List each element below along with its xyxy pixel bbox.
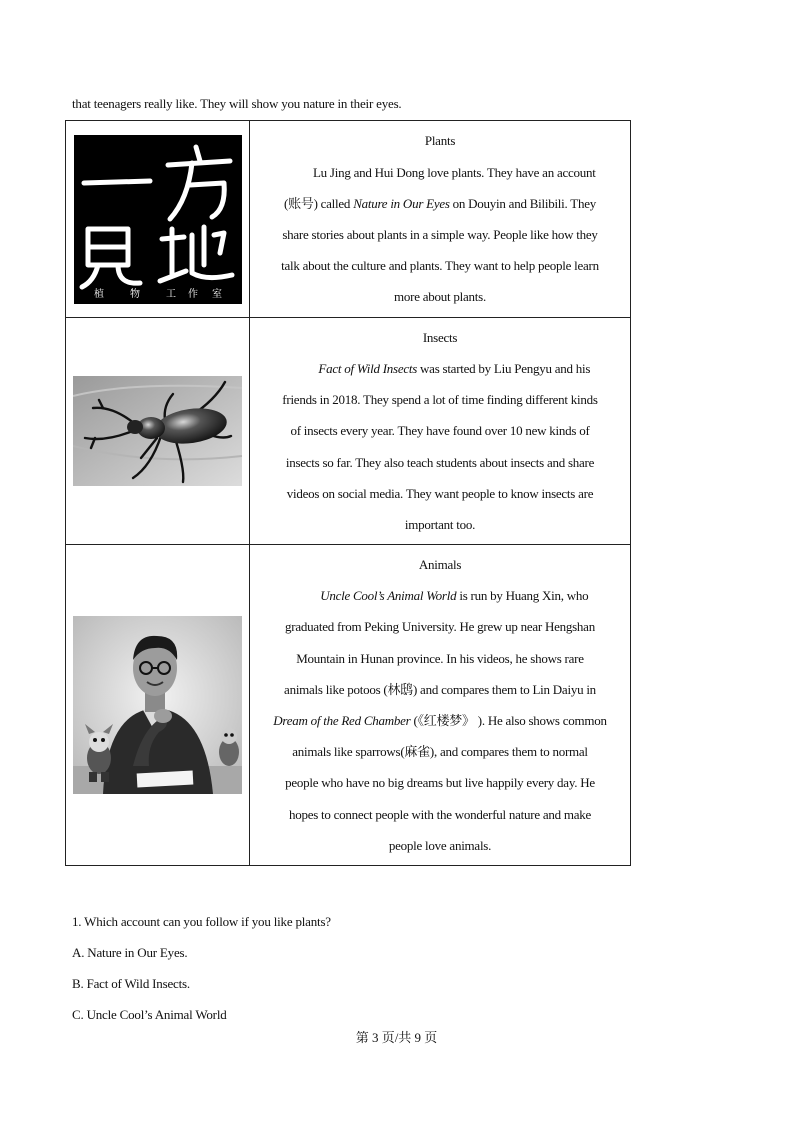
option-a[interactable]: A. Nature in Our Eyes. xyxy=(72,945,188,960)
option-c[interactable]: C. Uncle Cool’s Animal World xyxy=(72,1007,227,1022)
body-line: is run by Huang Xin, who xyxy=(456,588,589,604)
body-line: more about plants. xyxy=(394,289,486,305)
section-heading: Animals xyxy=(418,556,462,572)
logo-small-3: 工 xyxy=(165,288,176,300)
accounts-table xyxy=(65,120,631,866)
text-cell xyxy=(250,545,631,866)
logo-small-5: 室 xyxy=(211,288,222,300)
body-line: important too. xyxy=(404,517,476,532)
section-heading: Plants xyxy=(424,133,456,149)
option-b[interactable]: B. Fact of Wild Insects. xyxy=(72,976,190,991)
logo-small-1: 植 xyxy=(93,288,104,300)
body-line: share stories about plants in a simple way. People like how they xyxy=(282,227,598,242)
body-line: was started by Liu Pengyu and his xyxy=(417,360,591,376)
body-line: videos on social media. They want people to know insects are xyxy=(286,485,594,501)
body-line: (《红楼梦》 ). He also shows common xyxy=(410,713,607,728)
plant-studio-logo xyxy=(74,135,242,304)
question-block xyxy=(72,912,331,1036)
image-cell xyxy=(66,121,250,318)
body-line: friends in 2018. They spend a lot of time finding different kinds xyxy=(282,392,598,408)
section-heading: Insects xyxy=(422,329,458,345)
body-line: people who have no big dreams but live happily every day. He xyxy=(285,775,595,791)
stag-beetle-photo xyxy=(73,376,242,486)
table-row xyxy=(66,121,631,318)
question-prompt: 1. Which account can you follow if you like plants? xyxy=(72,914,331,929)
body-line: talk about the culture and plants. They want to help people learn xyxy=(281,258,599,274)
table-row xyxy=(66,318,631,545)
host-portrait-photo xyxy=(73,616,242,794)
body-line: hopes to connect people with the wonderful nature and make xyxy=(288,806,592,822)
body-line: animals like potoos (林鸱) and compares them to Lin Daiyu in xyxy=(284,681,596,697)
image-cell xyxy=(66,318,250,545)
image-cell xyxy=(66,545,250,866)
logo-small-2: 物 xyxy=(129,288,140,300)
body-line: Lu Jing and Hui Dong love plants. They have an account xyxy=(312,164,596,180)
body-line: animals like sparrows(麻雀), and compares them to normal xyxy=(292,744,588,760)
account-name: Nature in Our Eyes xyxy=(353,195,450,211)
page-footer: 第 3 页/共 9 页 xyxy=(355,1030,438,1045)
body-line: insects so far. They also teach students about insects and share xyxy=(285,454,595,470)
book-title: Dream of the Red Chamber xyxy=(273,713,411,728)
body-line: (账号) called xyxy=(283,195,354,211)
body-line: of insects every year. They have found over 10 new kinds of xyxy=(290,423,590,439)
body-line: people love animals. xyxy=(388,837,492,853)
table-row xyxy=(66,545,631,866)
body-line: Mountain in Hunan province. In his videos, he shows rare xyxy=(296,650,584,666)
logo-small-4: 作 xyxy=(187,288,198,300)
account-name: Uncle Cool’s Animal World xyxy=(320,588,457,604)
text-cell xyxy=(250,121,631,318)
account-name: Fact of Wild Insects xyxy=(318,360,418,376)
intro-text: that teenagers really like. They will show you nature in their eyes. xyxy=(72,96,402,111)
text-cell xyxy=(250,318,631,545)
body-line: on Douyin and Bilibili. They xyxy=(449,195,597,211)
body-line: graduated from Peking University. He grew up near Hengshan xyxy=(285,619,595,635)
